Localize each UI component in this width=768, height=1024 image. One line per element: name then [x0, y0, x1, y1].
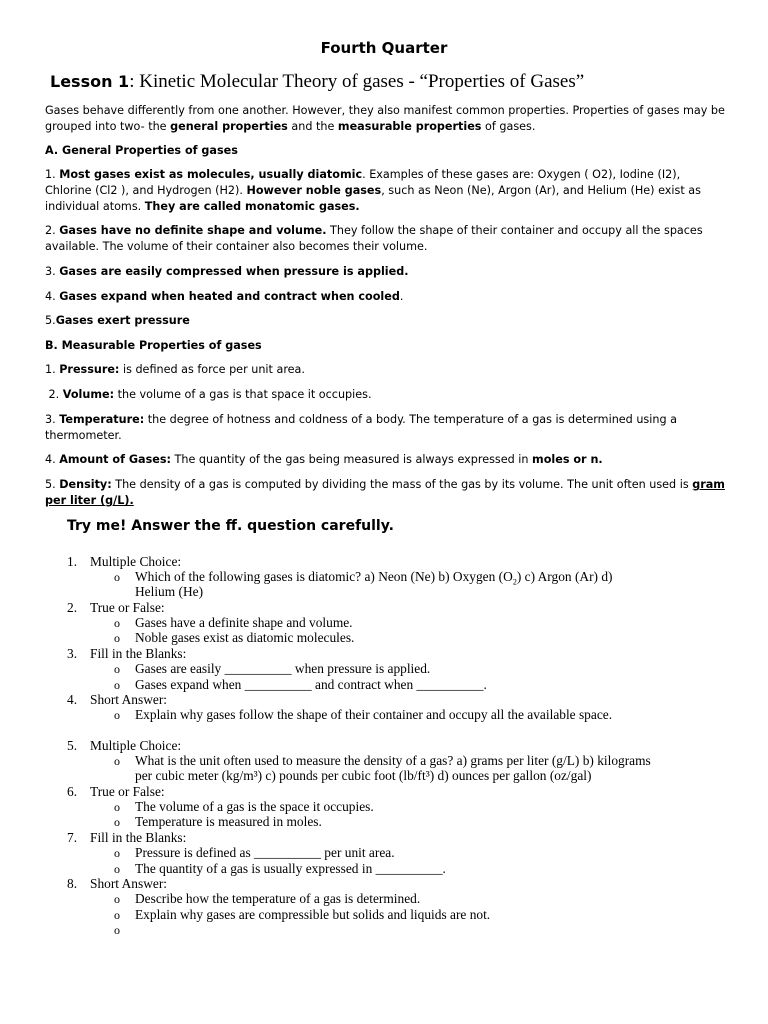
- lesson-label: Lesson 1: [50, 72, 130, 91]
- item-bold: Density:: [59, 478, 112, 491]
- question-item-continued: Helium (He): [135, 584, 204, 599]
- subscript: 2: [512, 577, 517, 587]
- bullet-icon: o: [114, 678, 120, 692]
- lesson-colon: :: [129, 71, 135, 92]
- item-bold: Amount of Gases:: [59, 453, 171, 466]
- section-a-heading: A. General Properties of gases: [45, 144, 238, 157]
- intro-bold: general properties: [170, 120, 288, 133]
- bullet-icon: o: [114, 923, 120, 937]
- intro-text: of gases.: [481, 120, 536, 133]
- question-text: Which of the following gases is diatomic? a) Neon (Ne) b) Oxygen (O: [135, 569, 513, 584]
- question-item: Gases expand when __________ and contract when __________.: [135, 677, 487, 692]
- bullet-icon: o: [114, 570, 120, 584]
- question-number: 2.: [67, 600, 78, 615]
- intro-bold: measurable properties: [337, 120, 482, 133]
- intro-text: and the: [287, 120, 338, 133]
- item-text: is defined as force per unit area.: [119, 363, 305, 376]
- item-bold: Volume:: [62, 388, 115, 401]
- question-heading: Short Answer:: [90, 692, 167, 707]
- question-heading: Fill in the Blanks:: [90, 646, 187, 661]
- item-number: 4.: [45, 290, 60, 303]
- bullet-icon: o: [114, 662, 120, 676]
- question-number: 1.: [67, 554, 78, 569]
- bullet-icon: o: [114, 815, 120, 829]
- item-text: The density of a gas is computed by dividing the mass of the gas by its volume. The unit often used is: [111, 478, 693, 491]
- item-text: The quantity of the gas being measured is always expressed in: [170, 453, 533, 466]
- item-number: 2.: [45, 224, 60, 237]
- item-bold: Gases are easily compressed when pressure is applied.: [59, 265, 409, 278]
- question-heading: True or False:: [90, 784, 165, 799]
- page-title: Fourth Quarter: [320, 39, 448, 57]
- item-number: 4.: [45, 453, 60, 466]
- try-me-heading: Try me! Answer the ff. question carefully.: [67, 518, 394, 534]
- question-text: ) c) Argon (Ar) d): [516, 569, 613, 584]
- question-number: 5.: [67, 738, 78, 753]
- item-bold: However noble gases: [246, 184, 382, 197]
- question-number: 3.: [67, 646, 78, 661]
- item-text: , such as Neon (Ne), Argon (Ar), and Helium (He) exist as individual atoms.: [45, 184, 701, 213]
- lesson-title: Kinetic Molecular Theory of gases - “Properties of Gases”: [134, 71, 585, 92]
- item-number: 1.: [45, 363, 60, 376]
- question-item: Temperature is measured in moles.: [135, 814, 322, 829]
- item-text: the degree of hotness and coldness of a body. The temperature of a gas is determined using a thermometer.: [45, 413, 677, 442]
- item-text: They follow the shape of their container and occupy all the spaces available. The volume of their container also becomes their volume.: [45, 224, 703, 253]
- section-b-heading: B. Measurable Properties of gases: [45, 339, 262, 352]
- item-number: 5.: [45, 314, 56, 327]
- question-heading: Multiple Choice:: [90, 738, 182, 753]
- question-item: Explain why gases follow the shape of their container and occupy all the available space.: [135, 707, 613, 722]
- item-number: 2.: [45, 388, 63, 401]
- question-number: 8.: [67, 876, 78, 891]
- question-item: Gases have a definite shape and volume.: [135, 615, 353, 630]
- question-number: 6.: [67, 784, 78, 799]
- bullet-icon: o: [114, 754, 120, 768]
- question-item: Explain why gases are compressible but solids and liquids are not.: [135, 907, 491, 922]
- item-bold: They are called monatomic gases.: [144, 200, 360, 213]
- item-number: 3.: [45, 265, 60, 278]
- question-heading: True or False:: [90, 600, 165, 615]
- question-item: Noble gases exist as diatomic molecules.: [135, 630, 355, 645]
- bullet-icon: o: [114, 908, 120, 922]
- intro-text: Gases behave differently from one another. However, they also manifest common properties. Properties of gases may be grouped into two- the: [45, 104, 725, 133]
- question-heading: Fill in the Blanks:: [90, 830, 187, 845]
- question-number: 4.: [67, 692, 78, 707]
- bullet-icon: o: [114, 800, 120, 814]
- question-number: 7.: [67, 830, 78, 845]
- question-item-continued: per cubic meter (kg/m³) c) pounds per cubic foot (lb/ft³) d) ounces per gallon (oz/gal): [135, 768, 592, 783]
- question-heading: Short Answer:: [90, 876, 167, 891]
- item-bold: Gases expand when heated and contract when cooled: [59, 290, 400, 303]
- bullet-icon: o: [114, 892, 120, 906]
- item-bold: Gases have no definite shape and volume.: [59, 224, 327, 237]
- bullet-icon: o: [114, 631, 120, 645]
- item-number: 1.: [45, 168, 60, 181]
- question-item: The quantity of a gas is usually expressed in __________.: [135, 861, 446, 876]
- item-text: .: [399, 290, 404, 303]
- item-bold: Pressure:: [59, 363, 120, 376]
- bullet-icon: o: [114, 862, 120, 876]
- question-item: Describe how the temperature of a gas is determined.: [135, 891, 421, 906]
- item-bold: Temperature:: [59, 413, 145, 426]
- item-bold: Gases exert pressure: [55, 314, 190, 327]
- question-item: The volume of a gas is the space it occupies.: [135, 799, 374, 814]
- question-item: Gases are easily __________ when pressure is applied.: [135, 661, 431, 676]
- bullet-icon: o: [114, 846, 120, 860]
- bullet-icon: o: [114, 708, 120, 722]
- item-bold-underlined: gram per liter (g/L).: [45, 478, 725, 507]
- question-heading: Multiple Choice:: [90, 554, 182, 569]
- question-item: What is the unit often used to measure the density of a gas? a) grams per liter (g/L) b) kilograms: [135, 753, 651, 768]
- item-bold: Most gases exist as molecules, usually diatomic: [59, 168, 363, 181]
- item-number: 3.: [45, 413, 60, 426]
- question-item: Pressure is defined as __________ per unit area.: [135, 845, 395, 860]
- bullet-icon: o: [114, 616, 120, 630]
- item-bold: moles or n.: [532, 453, 603, 466]
- item-text: . Examples of these gases are: Oxygen ( O2), Iodine (I2), Chlorine (Cl2 ), and Hydrogen (H2).: [45, 168, 681, 197]
- item-number: 5.: [45, 478, 60, 491]
- item-text: the volume of a gas is that space it occupies.: [114, 388, 372, 401]
